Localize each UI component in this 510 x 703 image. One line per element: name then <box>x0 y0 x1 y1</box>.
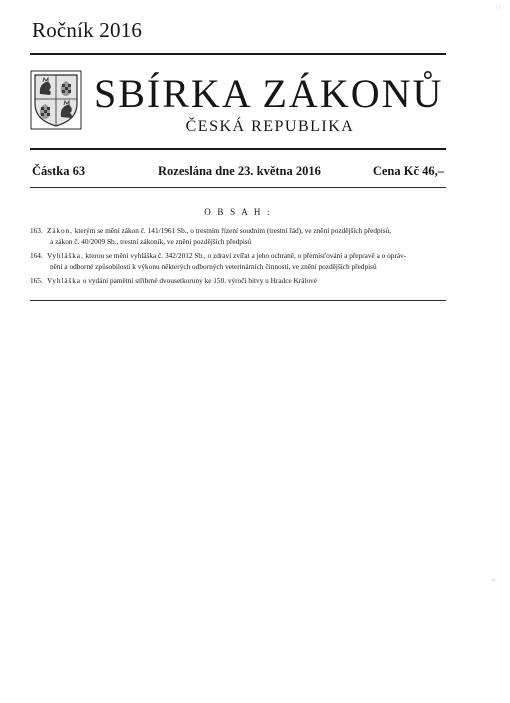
scan-speck-icon: ◦ <box>492 575 495 584</box>
state-emblem-icon <box>30 70 82 130</box>
scan-speck-icon: ◌ <box>496 2 501 11</box>
issue-number: Částka 63 <box>32 164 86 178</box>
item-type: Vyhláška, <box>47 251 84 260</box>
issue-date: Rozeslána dne 23. května 2016 <box>158 164 321 178</box>
contents-heading: O B S A H : <box>204 207 272 217</box>
item-text: a zákon č. 40/2009 Sb., trestní zákoník, ve znění pozdějších předpisů <box>50 236 252 246</box>
issue-info-row <box>30 164 446 180</box>
item-text: nění a odborné způsobilosti k výkonu některých odborných veterinárních činností, ve znění pozdějších předpisů <box>50 261 377 271</box>
contents-rule <box>30 300 446 301</box>
item-text: kterou se mění vyhláška č. 342/2012 Sb., o zdraví zvířat a jeho ochraně, o přemísťování a přepravě a o opráv- <box>85 251 407 260</box>
contents-item <box>30 251 446 272</box>
contents-item <box>30 276 446 287</box>
header-rule-top <box>30 53 446 55</box>
contents-item <box>30 226 446 247</box>
masthead-subtitle: ČESKÁ REPUBLIKA <box>185 118 355 135</box>
item-type: Zákon, <box>47 226 73 235</box>
item-type: Vyhláška <box>47 276 81 285</box>
masthead-title: SBÍRKA ZÁKONŮ <box>94 71 444 116</box>
contents-list <box>30 226 446 291</box>
info-rule <box>30 187 446 188</box>
item-text: o vydání pamětní stříbrné dvousetkoruny ke 150. výročí bitvy u Hradce Králové <box>82 276 318 285</box>
header-rule-bottom <box>30 148 446 150</box>
item-text: kterým se mění zákon č. 141/1961 Sb., o trestním řízení soudním (trestní řád), ve znění pozdějších předpisů, <box>74 226 392 235</box>
item-number: 165. <box>30 276 43 285</box>
item-number: 163. <box>30 226 43 235</box>
item-number: 164. <box>30 251 43 260</box>
issue-price: Cena Kč 46,– <box>372 164 444 178</box>
volume-label: Ročník 2016 <box>32 18 143 42</box>
